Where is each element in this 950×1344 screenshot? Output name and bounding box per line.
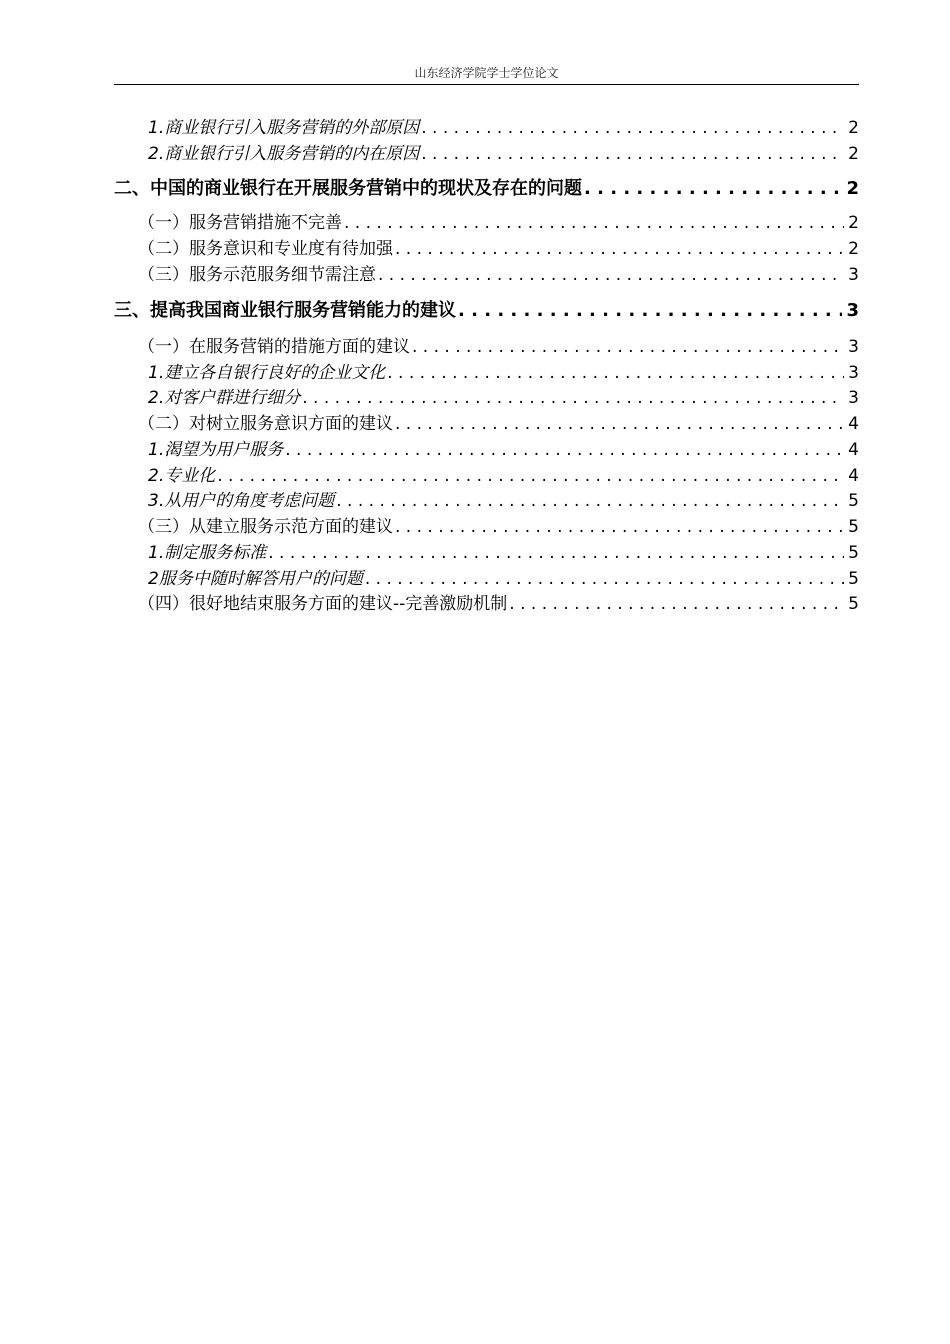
page-header [114,62,859,85]
toc-entry-page: 4 [848,466,859,486]
dot-leader [412,334,844,360]
dot-leader [336,488,844,514]
toc-entry[interactable] [114,385,859,411]
dot-leader [421,115,844,141]
toc-entry-page: 2 [848,118,859,138]
toc-entry-page: 5 [848,543,859,563]
toc-entry-page: 3 [848,363,859,383]
toc-entry-title: （二）对树立服务意识方面的建议 [138,414,393,434]
toc-entry[interactable] [114,141,859,167]
dot-leader [584,176,842,202]
toc-entry-page: 5 [848,569,859,589]
dot-leader [387,360,844,386]
dot-leader [458,298,842,324]
toc-entry-page: 3 [848,265,859,285]
toc-entry-title: （三）服务示范服务细节需注意 [138,265,376,285]
toc-entry-title: 1.建立各自银行良好的企业文化 [148,363,386,383]
toc-entry-chapter[interactable] [114,298,859,324]
dot-leader [268,540,844,566]
dot-leader [217,463,844,489]
dot-leader [378,262,844,288]
toc-entry-title: （四）很好地结束服务方面的建议--完善激励机制 [138,594,508,614]
toc-entry[interactable] [114,262,859,288]
toc-entry-title: （一）服务营销措施不完善 [138,213,342,233]
toc-entry[interactable] [114,488,859,514]
toc-entry-title: 2.专业化 [148,466,216,486]
toc-entry-page: 3 [848,337,859,357]
toc-entry[interactable] [114,210,859,236]
toc-entry[interactable] [114,463,859,489]
page-header-title: 山东经济学院学士学位论文 [414,66,559,80]
dot-leader [509,591,844,617]
toc-entry-title: 三、提高我国商业银行服务营销能力的建议 [114,300,456,321]
toc-entry-page: 4 [848,440,859,460]
toc-entry[interactable] [114,566,859,592]
toc-entry-title: 二、中国的商业银行在开展服务营销中的现状及存在的问题 [114,178,582,199]
toc-entry[interactable] [114,540,859,566]
dot-leader [395,236,844,262]
dot-leader [302,385,844,411]
toc-entry-page: 2 [846,178,859,199]
toc-entry-title: 3.从用户的角度考虑问题 [148,491,335,511]
toc-entry[interactable] [114,334,859,360]
dot-leader [344,210,844,236]
toc-entry-page: 5 [848,491,859,511]
dot-leader [395,514,844,540]
toc-entry-page: 2 [848,213,859,233]
toc-entry-title: 1.渴望为用户服务 [148,440,284,460]
toc-entry[interactable] [114,236,859,262]
toc-entry-title: 2服务中随时解答用户的问题 [148,569,363,589]
dot-leader [395,411,844,437]
toc-entry-title: （一）在服务营销的措施方面的建议 [138,337,410,357]
dot-leader [365,566,844,592]
toc-entry-title: （三）从建立服务示范方面的建议 [138,517,393,537]
toc-entry-page: 5 [848,517,859,537]
toc-entry[interactable] [114,591,859,617]
toc-entry[interactable] [114,360,859,386]
toc-entry[interactable] [114,411,859,437]
toc-entry-page: 4 [848,414,859,434]
toc-entry-page: 2 [848,239,859,259]
dot-leader [421,141,844,167]
toc-entry-page: 3 [848,388,859,408]
toc-entry-page: 2 [848,144,859,164]
toc-entry-title: 1.制定服务标准 [148,543,267,563]
toc-entry[interactable] [114,514,859,540]
toc-entry-title: 1.商业银行引入服务营销的外部原因 [148,118,420,138]
toc-entry-title: 2.商业银行引入服务营销的内在原因 [148,144,420,164]
toc-entry-title: （二）服务意识和专业度有待加强 [138,239,393,259]
toc-entry-chapter[interactable] [114,176,859,202]
toc-entry-page: 5 [848,594,859,614]
dot-leader [285,437,844,463]
toc-entry[interactable] [114,437,859,463]
toc-entry-title: 2.对客户群进行细分 [148,388,301,408]
toc-entry[interactable] [114,115,859,141]
toc-entry-page: 3 [846,300,859,321]
